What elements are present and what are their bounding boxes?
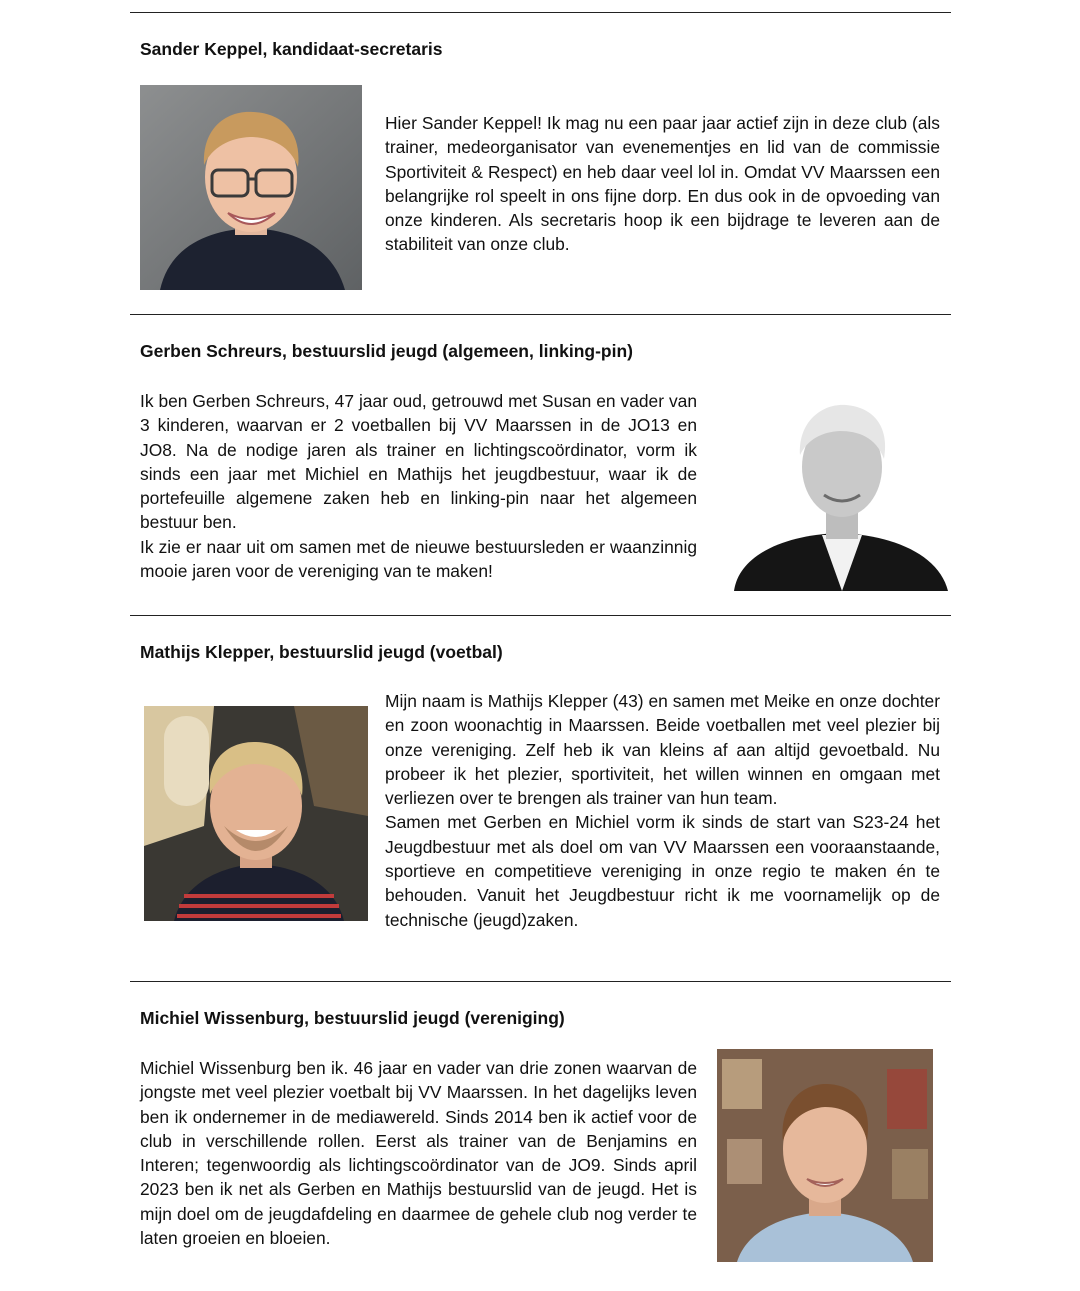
section-paragraph: Michiel Wissenburg ben ik. 46 jaar en vader van drie zonen waarvan de jongste met veel plezier voetbalt bij VV Maarssen. In het dagelijks leven ben ik ondernemer in de mediawereld. Sinds 2014 ben ik actief voor de club in verschillende rollen. Eerst als trainer van de Benjamins en Interen; tegenwoordig als lichtingscoördinator van de JO9. Sinds april 2023 ben ik net als Gerben en Mathijs bestuurslid van de jeugd. Het is mijn doel om de jeugdafdeling en daarmee de gehele club nog verder te laten groeien en bloeien.	[140, 1058, 697, 1249]
section-divider	[130, 12, 951, 13]
section-divider	[130, 314, 951, 315]
section-heading-michiel-wissenburg: Michiel Wissenburg, bestuurslid jeugd (vereniging)	[140, 1008, 565, 1028]
portrait-photo-sander-keppel	[140, 85, 362, 290]
section-heading-mathijs-klepper: Mathijs Klepper, bestuurslid jeugd (voetbal)	[140, 642, 503, 662]
section-heading-sander-keppel: Sander Keppel, kandidaat-secretaris	[140, 39, 443, 59]
section-heading-gerben-schreurs: Gerben Schreurs, bestuurslid jeugd (algemeen, linking-pin)	[140, 341, 633, 361]
portrait-photo-michiel-wissenburg	[717, 1049, 933, 1262]
section-body-mathijs-klepper	[385, 689, 940, 932]
section-divider	[130, 981, 951, 982]
portrait-photo-mathijs-klepper	[144, 706, 368, 921]
section-paragraph: Ik zie er naar uit om samen met de nieuwe bestuursleden er waanzinnig mooie jaren voor de vereniging van te maken!	[140, 536, 697, 582]
section-body-michiel-wissenburg	[140, 1056, 697, 1250]
section-paragraph: Samen met Gerben en Michiel vorm ik sinds de start van S23-24 het Jeugdbestuur met als doel om van VV Maarssen een vooraanstaande, sportieve en competitieve vereniging in onze regio te maken én te behouden. Vanuit het Jeugdbestuur richt ik me voornamelijk op de technische (jeugd)zaken.	[385, 812, 940, 930]
section-divider	[130, 615, 951, 616]
section-paragraph: Mijn naam is Mathijs Klepper (43) en samen met Meike en onze dochter en zoon woonachtig in Maarssen. Beide voetballen met veel plezier bij onze vereniging. Zelf heb ik van kleins af aan altijd gevoetbald. Nu probeer ik het plezier, sportiviteit, het willen winnen en omgaan met verliezen over te brengen als trainer van hun team.	[385, 691, 940, 809]
section-paragraph: Ik ben Gerben Schreurs, 47 jaar oud, getrouwd met Susan en vader van 3 kinderen, waarvan er 2 voetballen bij VV Maarssen in de JO13 en JO8. Na de nodige jaren als trainer en lichtingscoördinator, vorm ik sinds een jaar met Michiel en Mathijs het jeugdbestuur, waar ik de portefeuille algemene zaken heb en linking-pin naar het algemeen bestuur ben.	[140, 391, 697, 533]
portrait-photo-gerben-schreurs	[734, 395, 948, 591]
section-paragraph: Hier Sander Keppel! Ik mag nu een paar jaar actief zijn in deze club (als trainer, medeorganisator van evenementjes en lid van de commissie Sportiviteit & Respect) en heb daar veel lol in. Omdat VV Maarssen een belangrijke rol speelt in ons fijne dorp. En dus ook in de opvoeding van onze kinderen. Als secretaris hoop ik een bijdrage te leveren aan de stabiliteit van onze club.	[385, 113, 940, 255]
section-body-gerben-schreurs	[140, 389, 697, 583]
section-body-sander-keppel	[385, 111, 940, 257]
